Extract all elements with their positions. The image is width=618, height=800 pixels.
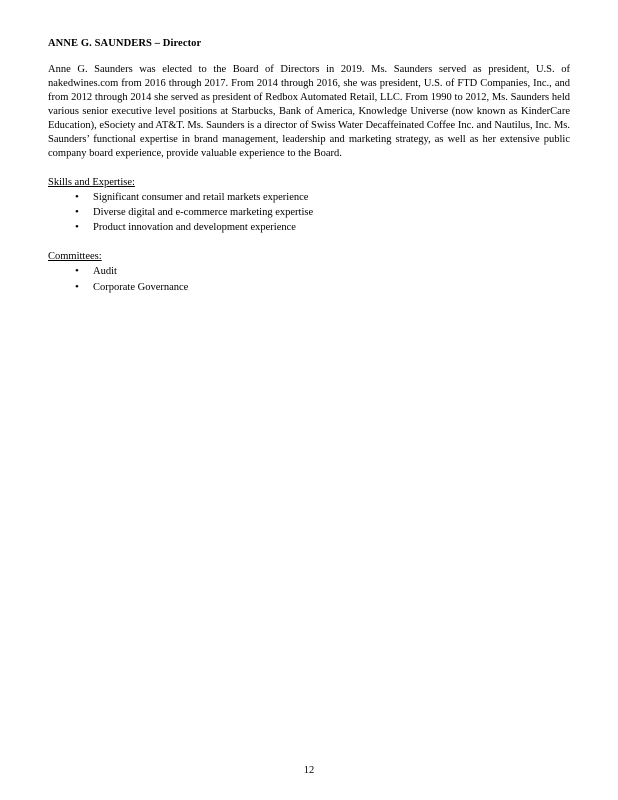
list-item: • Audit: [48, 264, 570, 279]
list-item: • Product innovation and development experience: [48, 220, 570, 235]
list-item: • Corporate Governance: [48, 280, 570, 295]
page-title: ANNE G. SAUNDERS – Director: [48, 38, 202, 49]
biography-paragraph: Anne G. Saunders was elected to the Board of Directors in 2019. Ms. Saunders served as president, U.S. of nakedwines.com from 2016 through 2017. From 2014 through 2016, she was president, U.S. of FTD Companies, Inc., and from 2012 through 2014 she served as president of Redbox Automated Retail, LLC. From 1990 to 2012, Ms. Saunders held various senior executive level positions at Starbucks, Bank of America, Knowledge Universe (now known as KinderCare Education), eSociety and AT&T. Ms. Saunders is a director of Swiss Water Decaffeinated Coffee Inc. and Nautilus, Inc. Ms. Saunders’ functional expertise in brand management, leadership and marketing strategy, as well as her extensive public company board experience, provide valuable experience to the Board.: [48, 64, 570, 159]
committees-heading: [48, 251, 570, 262]
list-item: • Significant consumer and retail markets experience: [48, 190, 570, 205]
committees-heading-text: Committees:: [48, 251, 102, 263]
committees-list: [48, 264, 570, 294]
skills-list: [48, 190, 570, 236]
skills-heading-text: Skills and Expertise:: [48, 176, 135, 188]
skills-heading: [48, 177, 570, 188]
list-item: • Diverse digital and e-commerce marketing expertise: [48, 205, 570, 220]
page-number: 12: [303, 765, 315, 776]
